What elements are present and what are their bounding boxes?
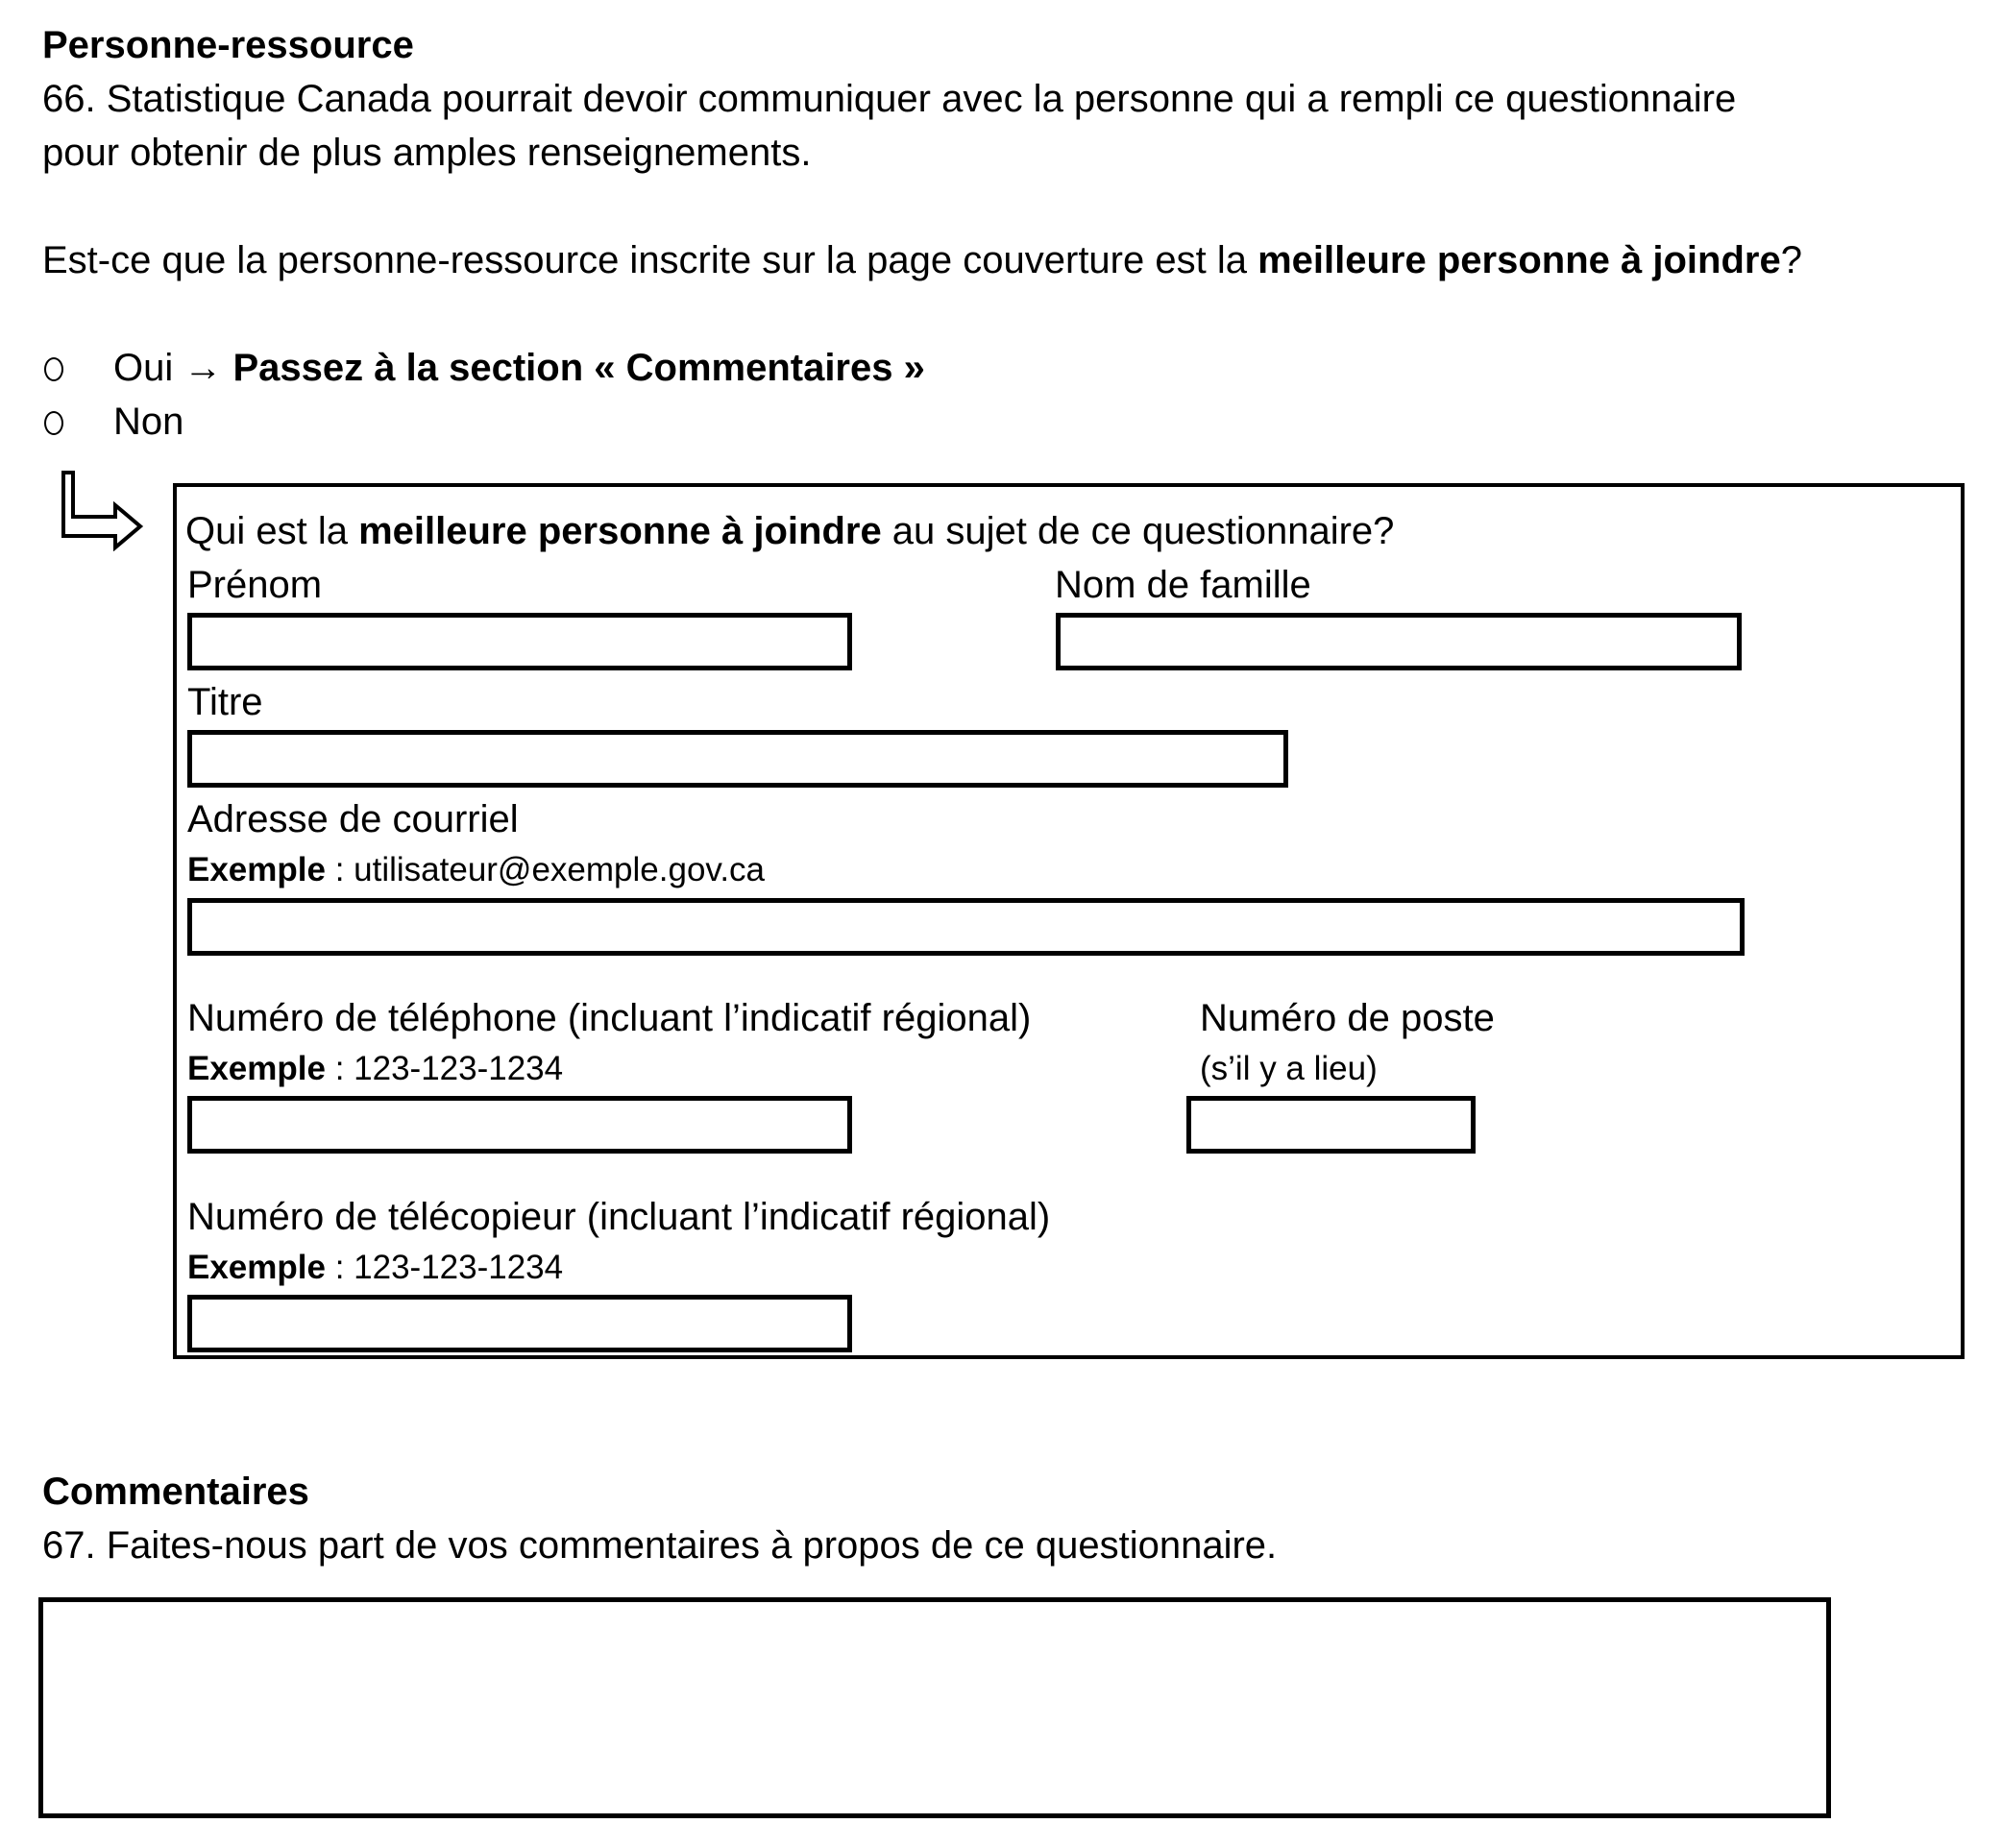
question-67: 67. Faites-nous part de vos commentaires à propos de ce questionnaire. [42, 1524, 1278, 1567]
skip-arrow-icon: → [183, 347, 223, 389]
phone-label: Numéro de téléphone (incluant l’indicatif régional) [187, 997, 1032, 1039]
phone-example-text: : 123-123-1234 [325, 1050, 564, 1087]
email-example-bold: Exemple [187, 851, 326, 888]
last-name-label: Nom de famille [1055, 564, 1311, 606]
phone-field[interactable] [187, 1096, 852, 1154]
title-field[interactable] [187, 730, 1288, 788]
question-66-line1: 66. Statistique Canada pourrait devoir communiquer avec la personne qui a rempli ce questionnaire [42, 78, 1737, 120]
fax-label: Numéro de télécopieur (incluant l’indicatif régional) [187, 1196, 1051, 1238]
email-label: Adresse de courriel [187, 798, 519, 840]
phone-example [187, 1048, 563, 1090]
question-66-line2: pour obtenir de plus amples renseignements. [42, 132, 812, 174]
option-yes-label: Oui [113, 347, 174, 389]
fax-field[interactable] [187, 1295, 852, 1352]
title-label: Titre [187, 681, 263, 723]
panel-question-bold: meilleure personne à joindre [358, 510, 882, 552]
comments-heading: Commentaires [42, 1471, 309, 1513]
best-person-question [42, 237, 1802, 283]
email-example [187, 849, 765, 891]
hook-arrow-right-icon [56, 469, 146, 551]
contact-heading: Personne-ressource [42, 24, 414, 66]
extension-field[interactable] [1186, 1096, 1476, 1154]
comments-field[interactable] [38, 1597, 1831, 1818]
first-name-label: Prénom [187, 564, 323, 606]
email-example-text: : utilisateur@exemple.gov.ca [325, 851, 766, 888]
option-no-label: Non [113, 401, 184, 443]
email-field[interactable] [187, 898, 1745, 956]
radio-yes[interactable] [44, 357, 63, 381]
panel-question-pre: Qui est la [185, 510, 359, 552]
best-person-question-bold: meilleure personne à joindre [1257, 239, 1781, 281]
option-yes-instruction: Passez à la section « Commentaires » [232, 347, 925, 389]
last-name-field[interactable] [1056, 613, 1742, 670]
panel-question [185, 508, 1394, 554]
phone-example-bold: Exemple [187, 1050, 326, 1087]
best-person-question-post: ? [1780, 239, 1802, 281]
fax-example-bold: Exemple [187, 1249, 326, 1286]
radio-no[interactable] [44, 411, 63, 435]
extension-label: Numéro de poste [1200, 997, 1495, 1039]
option-yes[interactable] [113, 345, 925, 391]
first-name-field[interactable] [187, 613, 852, 670]
fax-example-text: : 123-123-1234 [325, 1249, 564, 1286]
panel-question-post: au sujet de ce questionnaire? [881, 510, 1395, 552]
extension-note: (s’il y a lieu) [1200, 1050, 1378, 1087]
fax-example [187, 1247, 563, 1289]
best-person-question-pre: Est-ce que la personne-ressource inscrite sur la page couverture est la [42, 239, 1258, 281]
